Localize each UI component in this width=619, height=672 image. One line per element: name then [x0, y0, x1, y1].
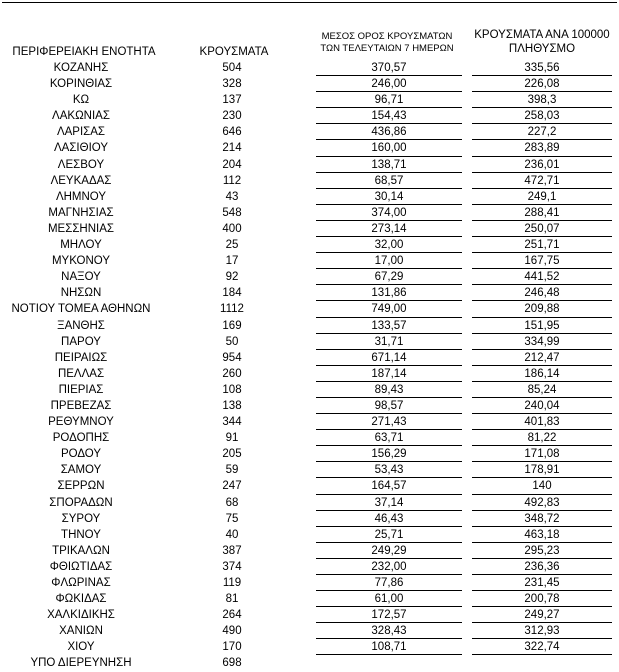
cases-cell: 91 — [225, 432, 239, 445]
cases-per-100k-cell: 140 — [532, 480, 552, 493]
cases-cell: 108 — [222, 383, 242, 396]
cases-cell: 646 — [222, 126, 242, 139]
region-name-cell: ΜΥΚΟΝΟΥ — [51, 255, 111, 268]
region-name-cell: ΡΕΘΥΜΝΟΥ — [48, 416, 114, 429]
cases-cell: 137 — [222, 94, 242, 107]
table-row — [0, 591, 619, 607]
cases-per-100k-cell: 246,48 — [524, 287, 560, 300]
cases-per-100k-cell: 335,56 — [524, 62, 560, 74]
cases-per-100k-cell: 240,04 — [524, 399, 560, 412]
cases-cell: 59 — [225, 464, 239, 477]
seven-day-average-cell: 156,29 — [371, 448, 407, 461]
seven-day-average-cell: 30,14 — [374, 190, 404, 203]
cases-cell: 119 — [222, 577, 242, 589]
region-name-cell: ΚΟΖΑΝΗΣ — [53, 62, 109, 74]
region-name-cell: ΚΟΡΙΝΘΙΑΣ — [49, 78, 113, 91]
cases-cell: 40 — [225, 528, 239, 541]
table-row — [0, 446, 619, 462]
region-name-cell: ΠΙΕΡΙΑΣ — [58, 383, 104, 396]
cases-cell: 400 — [222, 222, 242, 235]
seven-day-average-cell: 138,71 — [371, 158, 407, 171]
table-row — [0, 301, 619, 317]
cases-per-100k-cell: 151,95 — [524, 319, 560, 332]
cases-per-100k-cell: 312,93 — [524, 625, 560, 638]
seven-day-average-cell: 31,71 — [374, 335, 404, 348]
table-row — [0, 543, 619, 559]
seven-day-average-cell: 273,14 — [371, 222, 407, 235]
cases-per-100k-cell: 463,18 — [524, 528, 560, 541]
table-row — [0, 607, 619, 623]
region-name-cell: ΣΥΡΟΥ — [61, 512, 101, 525]
region-name-cell: ΛΑΚΩΝΙΑΣ — [52, 110, 110, 123]
table-row — [0, 655, 619, 671]
cases-cell: 548 — [222, 206, 242, 219]
header-per-100k-line2: ΠΛΗΘΥΣΜΟ — [508, 43, 576, 55]
table-row — [0, 462, 619, 478]
header-average-line1: ΜΕΣΟΣ ΟΡΟΣ ΚΡΟΥΣΜΑΤΩΝ — [321, 31, 453, 42]
cases-cell: 17 — [225, 255, 239, 268]
cases-per-100k-cell: 81,22 — [527, 432, 557, 445]
table-row — [0, 205, 619, 221]
cases-cell: 43 — [225, 190, 239, 203]
seven-day-average-cell: 160,00 — [371, 142, 407, 155]
header-per-100k — [464, 28, 619, 56]
cases-per-100k-cell: 334,99 — [524, 335, 560, 348]
seven-day-average-cell: 154,43 — [371, 110, 407, 123]
region-name-cell: ΥΠΟ ΔΙΕΡΕΥΝΗΣΗ — [30, 657, 132, 670]
seven-day-average-cell: 232,00 — [371, 560, 407, 573]
seven-day-average-cell: 68,57 — [374, 174, 404, 187]
cases-cell: 504 — [222, 62, 242, 74]
header-average-line2: ΤΩΝ ΤΕΛΕΥΤΑΙΩΝ 7 ΗΜΕΡΩΝ — [320, 43, 454, 54]
cases-cell: 112 — [222, 174, 242, 187]
table-row — [0, 414, 619, 430]
region-name-cell: ΦΘΙΩΤΙΔΑΣ — [49, 560, 113, 573]
cases-cell: 92 — [225, 271, 239, 284]
header-cases: ΚΡΟΥΣΜΑΤΑ — [199, 46, 269, 58]
table-header — [0, 26, 619, 62]
cases-cell: 247 — [222, 480, 242, 493]
seven-day-average-cell: 63,71 — [374, 432, 404, 445]
table-row — [0, 350, 619, 366]
region-name-cell: ΠΕΛΛΑΣ — [57, 367, 105, 380]
table-row — [0, 623, 619, 639]
seven-day-average-cell: 25,71 — [374, 528, 404, 541]
table-row — [0, 575, 619, 591]
table-row — [0, 285, 619, 301]
region-name-cell: ΠΑΡΟΥ — [61, 335, 101, 348]
cases-per-100k-cell: 250,07 — [524, 222, 560, 235]
region-name-cell: ΝΗΣΩΝ — [60, 287, 102, 300]
cases-per-100k-cell: 283,89 — [524, 142, 560, 155]
table-row — [0, 398, 619, 414]
region-name-cell: ΝΑΞΟΥ — [61, 271, 101, 284]
cases-per-100k-cell: 212,47 — [524, 351, 560, 364]
header-per-100k-line1: ΚΡΟΥΣΜΑΤΑ ΑΝΑ 100000 — [474, 29, 610, 41]
table-row — [0, 366, 619, 382]
cases-cell: 387 — [222, 544, 242, 557]
table-row — [0, 189, 619, 205]
cases-cell: 25 — [225, 239, 239, 252]
seven-day-average-cell: 53,43 — [374, 464, 404, 477]
cases-cell: 230 — [222, 110, 242, 123]
cases-cell: 138 — [222, 399, 242, 412]
seven-day-average-cell: 172,57 — [371, 609, 407, 622]
region-name-cell: ΛΗΜΝΟΥ — [55, 190, 107, 203]
cases-per-100k-cell: 472,71 — [524, 174, 560, 187]
cases-per-100k-cell: 178,91 — [524, 464, 560, 477]
region-name-cell: ΚΩ — [72, 94, 90, 107]
cases-per-100k-cell: 295,23 — [524, 544, 560, 557]
cases-cell: 68 — [225, 496, 239, 509]
region-name-cell: ΧΑΛΚΙΔΙΚΗΣ — [47, 609, 115, 622]
table-body — [0, 60, 619, 672]
region-name-cell: ΣΠΟΡΑΔΩΝ — [49, 496, 113, 509]
table-row — [0, 92, 619, 108]
table-row — [0, 76, 619, 92]
seven-day-average-cell: 749,00 — [371, 303, 407, 316]
cases-cell: 1112 — [220, 303, 244, 316]
region-name-cell: ΤΡΙΚΑΛΩΝ — [52, 544, 110, 557]
cases-per-100k-cell: 492,83 — [524, 496, 560, 509]
seven-day-average-cell: 164,57 — [371, 480, 407, 493]
cases-cell: 75 — [225, 512, 239, 525]
cases-per-100k-cell: 441,52 — [524, 271, 560, 284]
region-name-cell: ΛΕΣΒΟΥ — [57, 158, 105, 171]
header-region: ΠΕΡΙΦΕΡΕΙΑΚΗ ΕΝΟΤΗΤΑ — [12, 46, 156, 58]
cases-per-100k-cell: 348,72 — [524, 512, 560, 525]
region-name-cell: ΠΡΕΒΕΖΑΣ — [50, 399, 112, 412]
seven-day-average-cell: 46,43 — [374, 512, 404, 525]
region-name-cell: ΞΑΝΘΗΣ — [57, 319, 105, 332]
cases-cell: 374 — [222, 560, 242, 573]
table-row — [0, 221, 619, 237]
table-row — [0, 140, 619, 156]
cases-per-100k-cell: 227,2 — [527, 126, 557, 139]
cases-cell: 490 — [222, 625, 242, 638]
seven-day-average-cell: 98,57 — [374, 399, 404, 412]
cases-cell: 260 — [222, 367, 242, 380]
region-name-cell: ΦΛΩΡΙΝΑΣ — [51, 577, 111, 589]
cases-per-100k-cell: 171,08 — [524, 448, 560, 461]
table-row — [0, 108, 619, 124]
cases-per-100k-cell: 258,03 — [524, 110, 560, 123]
seven-day-average-cell: 37,14 — [374, 496, 404, 509]
cases-cell: 169 — [222, 319, 242, 332]
cases-cell: 954 — [222, 351, 242, 364]
header-average — [302, 31, 472, 55]
cases-per-100k-cell: 251,71 — [524, 239, 560, 252]
table-row — [0, 318, 619, 334]
cases-per-100k-cell: 249,1 — [527, 190, 557, 203]
table-row — [0, 60, 619, 76]
seven-day-average-cell: 374,00 — [371, 206, 407, 219]
seven-day-average-cell: 108,71 — [371, 641, 407, 654]
table-row — [0, 157, 619, 173]
cases-cell: 205 — [222, 448, 242, 461]
region-name-cell: ΣΕΡΡΩΝ — [57, 480, 105, 493]
region-name-cell: ΜΕΣΣΗΝΙΑΣ — [47, 222, 115, 235]
cases-cell: 81 — [225, 593, 239, 606]
cases-per-100k-cell: 249,27 — [524, 609, 560, 622]
seven-day-average-cell: 249,29 — [371, 544, 407, 557]
region-name-cell: ΜΑΓΝΗΣΙΑΣ — [48, 206, 114, 219]
seven-day-average-cell: 370,57 — [371, 62, 407, 74]
cases-per-100k-cell: 236,01 — [524, 158, 560, 171]
seven-day-average-cell: 436,86 — [371, 126, 407, 139]
region-name-cell: ΜΗΛΟΥ — [60, 239, 102, 252]
seven-day-average-cell: 187,14 — [371, 367, 407, 380]
cases-per-100k-cell: 226,08 — [524, 78, 560, 91]
cases-cell: 50 — [225, 335, 239, 348]
seven-day-average-cell: 246,00 — [371, 78, 407, 91]
region-name-cell: ΛΑΡΙΣΑΣ — [56, 126, 106, 139]
seven-day-average-cell: 328,43 — [371, 625, 407, 638]
table-row — [0, 639, 619, 655]
seven-day-average-cell: 271,43 — [371, 416, 407, 429]
top-border-line — [2, 2, 617, 3]
seven-day-average-cell: 77,86 — [374, 577, 404, 589]
seven-day-average-cell: 133,57 — [371, 319, 407, 332]
region-name-cell: ΦΩΚΙΔΑΣ — [55, 593, 107, 606]
seven-day-average-cell: 67,29 — [374, 271, 404, 284]
region-name-cell: ΧΑΝΙΩΝ — [59, 625, 103, 638]
seven-day-average-cell: 131,86 — [371, 287, 407, 300]
seven-day-average-cell: 17,00 — [374, 255, 404, 268]
table-row — [0, 527, 619, 543]
region-name-cell: ΝΟΤΙΟΥ ΤΟΜΕΑ ΑΘΗΝΩΝ — [11, 303, 151, 316]
region-name-cell: ΡΟΔΟΥ — [60, 448, 102, 461]
cases-per-100k-cell: 200,78 — [524, 593, 560, 606]
region-name-cell: ΠΕΙΡΑΙΩΣ — [54, 351, 108, 364]
region-name-cell: ΛΑΣΙΘΙΟΥ — [53, 142, 109, 155]
seven-day-average-cell: 96,71 — [374, 94, 404, 107]
table-row — [0, 269, 619, 285]
cases-per-100k-cell: 322,74 — [524, 641, 560, 654]
region-name-cell: ΡΟΔΟΠΗΣ — [52, 432, 110, 445]
table-row — [0, 511, 619, 527]
cases-cell: 184 — [222, 287, 242, 300]
seven-day-average-cell: 61,00 — [374, 593, 404, 606]
cases-per-100k-cell: 401,83 — [524, 416, 560, 429]
table-row — [0, 334, 619, 350]
table-row — [0, 237, 619, 253]
cases-cell: 264 — [222, 609, 242, 622]
region-name-cell: ΛΕΥΚΑΔΑΣ — [50, 174, 112, 187]
cases-cell: 204 — [222, 158, 242, 171]
table-row — [0, 124, 619, 140]
region-name-cell: ΣΑΜΟΥ — [60, 464, 102, 477]
cases-per-100k-cell: 167,75 — [524, 255, 560, 268]
cases-cell: 170 — [222, 641, 242, 654]
cases-per-100k-cell: 231,45 — [524, 577, 560, 589]
table-row — [0, 382, 619, 398]
seven-day-average-cell: 89,43 — [374, 383, 404, 396]
table-row — [0, 173, 619, 189]
cases-per-100k-cell: 236,36 — [524, 560, 560, 573]
cases-per-100k-cell: 288,41 — [524, 206, 560, 219]
region-name-cell: ΧΙΟΥ — [67, 641, 95, 654]
cases-cell: 698 — [222, 657, 242, 670]
region-name-cell: ΤΗΝΟΥ — [61, 528, 101, 541]
cases-cell: 328 — [222, 78, 242, 91]
cases-cell: 214 — [222, 142, 242, 155]
table-row — [0, 495, 619, 511]
cases-per-100k-cell: 85,24 — [527, 383, 557, 396]
table-row — [0, 253, 619, 269]
cases-per-100k-cell: 209,88 — [524, 303, 560, 316]
cases-cell: 344 — [222, 416, 242, 429]
cases-per-100k-cell: 398,3 — [527, 94, 557, 107]
table-row — [0, 430, 619, 446]
seven-day-average-cell: 32,00 — [374, 239, 404, 252]
table-row — [0, 478, 619, 494]
table-row — [0, 559, 619, 575]
seven-day-average-cell: 671,14 — [371, 351, 407, 364]
cases-per-100k-cell: 186,14 — [524, 367, 560, 380]
